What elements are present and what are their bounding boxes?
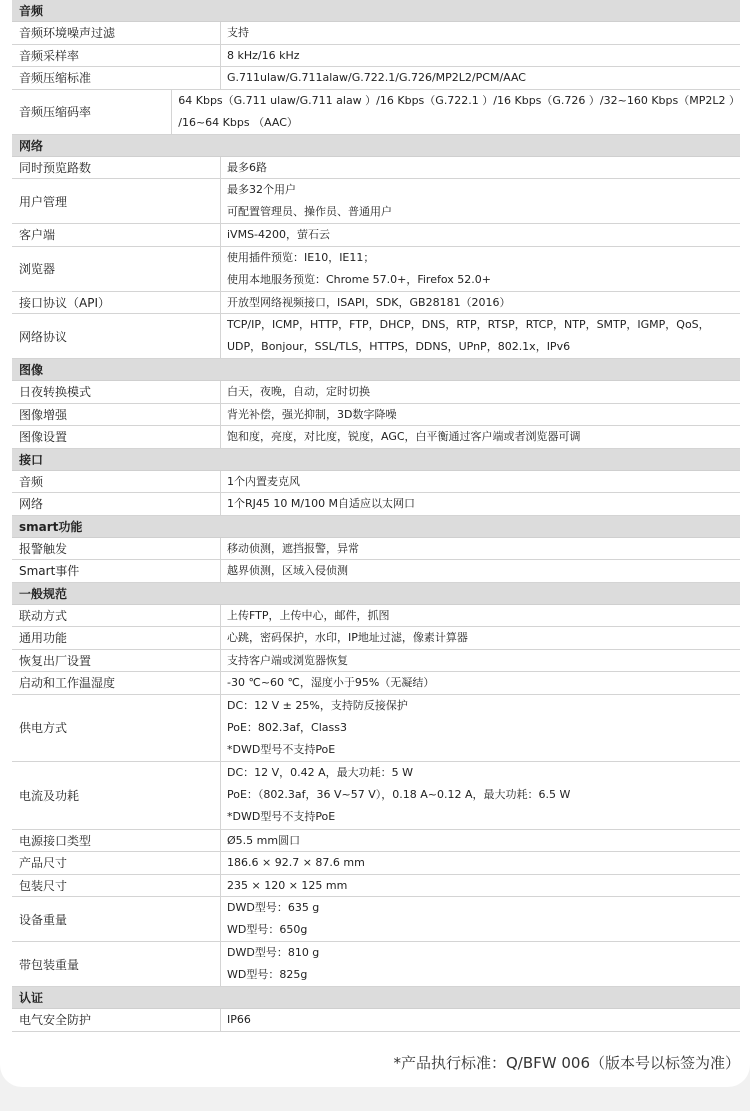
spec-label: 音频采样率 (12, 45, 221, 67)
spec-value: DWD型号：635 g (227, 901, 320, 914)
spec-label: 图像设置 (12, 426, 221, 448)
spec-row (12, 762, 740, 830)
spec-row (12, 471, 740, 494)
spec-value: 饱和度，亮度，对比度，锐度，AGC，白平衡通过客户端或者浏览器可调 (227, 430, 581, 443)
spec-value: DC：12 V ± 25%，支持防反接保护 (227, 698, 408, 712)
spec-value: WD型号：825g (227, 968, 308, 981)
spec-label: 联动方式 (12, 605, 221, 627)
spec-values (221, 493, 740, 515)
spec-values (221, 426, 740, 448)
spec-values (221, 560, 740, 582)
spec-values (221, 650, 740, 672)
spec-row (12, 224, 740, 247)
spec-label: 网络协议 (12, 314, 221, 358)
spec-value: Ø5.5 mm圆口 (227, 833, 301, 847)
spec-value: iVMS-4200，萤石云 (227, 228, 331, 241)
footer-note: *产品执行标准：Q/BFW 006（版本号以标签为准） (393, 1054, 740, 1072)
spec-value: 上传FTP，上传中心，邮件，抓图 (227, 608, 390, 622)
spec-row (12, 605, 740, 628)
spec-values (221, 224, 740, 246)
spec-label: 客户端 (12, 224, 221, 246)
spec-row (12, 90, 740, 135)
spec-values (221, 292, 740, 314)
spec-label: 报警触发 (12, 538, 221, 560)
spec-values (221, 762, 740, 829)
spec-row (12, 67, 740, 90)
spec-label: 音频压缩码率 (12, 90, 172, 134)
spec-values (221, 875, 740, 897)
section-header: 一般规范 (12, 583, 740, 605)
spec-row (12, 560, 740, 583)
spec-row (12, 695, 740, 763)
section-header: 接口 (12, 449, 740, 471)
section-header: smart功能 (12, 516, 740, 538)
spec-value: PoE：802.3af，Class3 (227, 720, 347, 734)
spec-value: UDP，Bonjour，SSL/TLS，HTTPS，DDNS，UPnP，802.1x，IPv6 (227, 340, 571, 353)
spec-values (221, 605, 740, 627)
spec-row (12, 179, 740, 224)
spec-row (12, 292, 740, 315)
spec-value: 背光补偿，强光抑制，3D数字降噪 (227, 407, 397, 421)
spec-value: 使用插件预览：IE10，IE11； (227, 250, 375, 264)
spec-row (12, 627, 740, 650)
spec-label: 包装尺寸 (12, 875, 221, 897)
spec-values (221, 830, 740, 852)
spec-values (172, 90, 740, 134)
spec-label: 通用功能 (12, 627, 221, 649)
spec-value: PoE：（802.3af，36 V~57 V），0.18 A~0.12 A，最大功耗：6.5 W (227, 788, 571, 802)
spec-values (221, 672, 740, 694)
spec-values (221, 247, 740, 291)
spec-row (12, 897, 740, 942)
spec-value: 白天，夜晚，自动，定时切换 (227, 385, 370, 398)
spec-value: DWD型号：810 g (227, 946, 320, 959)
spec-values (221, 942, 740, 986)
spec-value: 最多6路 (227, 160, 267, 174)
spec-row (12, 830, 740, 853)
spec-values (221, 314, 740, 358)
spec-label: 电源接口类型 (12, 830, 221, 852)
spec-row (12, 875, 740, 898)
spec-value: IP66 (227, 1013, 251, 1026)
spec-value: 1个内置麦克风 (227, 474, 300, 488)
spec-label: 启动和工作温湿度 (12, 672, 221, 694)
spec-value: 最多32个用户 (227, 183, 296, 196)
spec-label: 音频环境噪声过滤 (12, 22, 221, 44)
spec-row (12, 426, 740, 449)
spec-values (221, 22, 740, 44)
spec-label: 电流及功耗 (12, 762, 221, 829)
spec-row (12, 404, 740, 427)
spec-value: 开放型网络视频接口，ISAPI，SDK，GB28181（2016） (227, 295, 511, 309)
spec-label: 音频压缩标准 (12, 67, 221, 89)
spec-value: 移动侦测，遮挡报警，异常 (227, 541, 359, 555)
spec-label: 音频 (12, 471, 221, 493)
spec-row (12, 1009, 740, 1032)
spec-value: -30 ℃~60 ℃，湿度小于95%（无凝结） (227, 676, 435, 689)
section-header: 认证 (12, 987, 740, 1009)
spec-label: 同时预览路数 (12, 157, 221, 179)
spec-value: /16~64 Kbps （AAC） (178, 115, 298, 129)
section-header: 音频 (12, 0, 740, 22)
spec-value: 可配置管理员、操作员、普通用户 (227, 205, 392, 218)
spec-label: 设备重量 (12, 897, 221, 941)
spec-values (221, 381, 740, 403)
spec-label: Smart事件 (12, 560, 221, 582)
spec-values (221, 157, 740, 179)
spec-row (12, 650, 740, 673)
spec-values (221, 45, 740, 67)
spec-values (221, 471, 740, 493)
spec-value: 支持 (227, 26, 249, 39)
spec-values (221, 179, 740, 223)
spec-value: 64 Kbps（G.711 ulaw/G.711 alaw ）/16 Kbps（G.722.1 ）/16 Kbps（G.726 ）/32~160 Kbps（MP2L2 ） (178, 93, 740, 107)
spec-label: 浏览器 (12, 247, 221, 291)
spec-label: 网络 (12, 493, 221, 515)
spec-label: 图像增强 (12, 404, 221, 426)
spec-value: 186.6 × 92.7 × 87.6 mm (227, 856, 365, 869)
spec-row (12, 314, 740, 359)
spec-values (221, 627, 740, 649)
spec-row (12, 852, 740, 875)
spec-label: 带包装重量 (12, 942, 221, 986)
spec-value: 使用本地服务预览：Chrome 57.0+，Firefox 52.0+ (227, 272, 491, 286)
spec-values (221, 538, 740, 560)
spec-label: 电气安全防护 (12, 1009, 221, 1031)
section-header: 图像 (12, 359, 740, 381)
spec-value: *DWD型号不支持PoE (227, 742, 336, 756)
spec-row (12, 22, 740, 45)
spec-values (221, 897, 740, 941)
spec-values (221, 67, 740, 89)
spec-row (12, 942, 740, 987)
spec-value: 8 kHz/16 kHz (227, 48, 300, 62)
spec-row (12, 538, 740, 561)
spec-label: 供电方式 (12, 695, 221, 762)
spec-value: WD型号：650g (227, 923, 308, 936)
spec-values (221, 1009, 740, 1031)
spec-row (12, 381, 740, 404)
spec-label: 恢复出厂设置 (12, 650, 221, 672)
spec-label: 用户管理 (12, 179, 221, 223)
spec-table (12, 0, 740, 1032)
spec-value: G.711ulaw/G.711alaw/G.722.1/G.726/MP2L2/PCM/AAC (227, 71, 526, 84)
spec-row (12, 247, 740, 292)
section-header: 网络 (12, 135, 740, 157)
spec-label: 日夜转换模式 (12, 381, 221, 403)
spec-value: 支持客户端或浏览器恢复 (227, 653, 348, 667)
spec-values (221, 695, 740, 762)
spec-value: 1个RJ45 10 M/100 M自适应以太网口 (227, 497, 416, 510)
spec-value: *DWD型号不支持PoE (227, 810, 336, 824)
spec-row (12, 157, 740, 180)
spec-values (221, 852, 740, 874)
spec-row (12, 493, 740, 516)
spec-label: 产品尺寸 (12, 852, 221, 874)
spec-value: DC：12 V，0.42 A，最大功耗：5 W (227, 766, 414, 779)
spec-value: 235 × 120 × 125 mm (227, 878, 348, 892)
spec-values (221, 404, 740, 426)
spec-value: 心跳，密码保护，水印，IP地址过滤，像素计算器 (227, 631, 468, 644)
spec-value: TCP/IP，ICMP，HTTP，FTP，DHCP，DNS，RTP，RTSP，RTCP，NTP，SMTP，IGMP，QoS， (227, 318, 710, 331)
spec-label: 接口协议（API） (12, 292, 221, 314)
spec-value: 越界侦测，区域入侵侦测 (227, 564, 348, 577)
spec-row (12, 672, 740, 695)
spec-row (12, 45, 740, 68)
